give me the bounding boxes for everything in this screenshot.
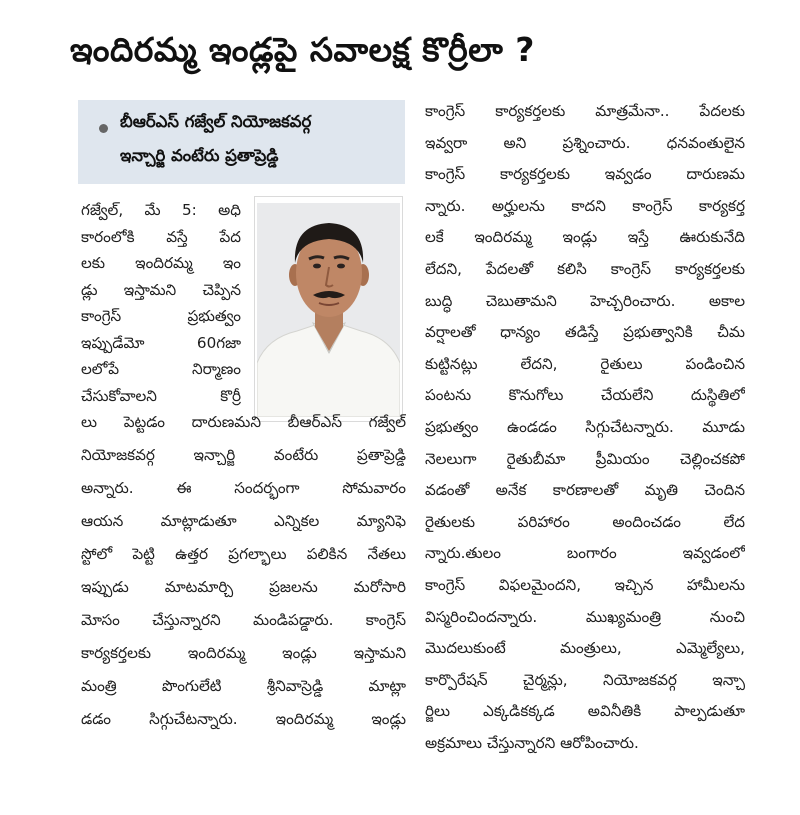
text-line: స్టోలో పెట్టి ఉత్తర ప్రగల్భాలు పలికిన నేతలు — [81, 545, 406, 563]
text-line: డడం సిగ్గుచేటన్నారు. ఇందిరమ్మ ఇండ్లు — [81, 710, 406, 728]
text-line: ప్రభుత్వం ఉండడం సిగ్గుచేటన్నారు. మూడు — [425, 418, 745, 436]
text-line: కాంగ్రెస్ కార్యకర్తలకు ఇవ్వడం దారుణమ — [425, 165, 745, 184]
text-line: నియోజకవర్గ ఇన్చార్జి వంటేరు ప్రతాప్రెడ్డి — [81, 446, 406, 464]
right-column — [425, 98, 745, 752]
text-line: పంటను కొనుగోలు చేయలేని దుస్థితిలో — [425, 386, 745, 405]
text-line: చేసుకోవాలని కొర్రీ — [81, 386, 241, 405]
bullet-icon — [99, 124, 108, 133]
left-column-narrow — [81, 197, 241, 411]
text-line: నెలలుగా రైతుబీమా ప్రీమియం చెల్లించకపో — [425, 449, 745, 468]
text-line: కారంలోకి వస్తే పేద — [81, 227, 241, 246]
text-line: కార్పొరేషన్ చైర్మన్లు, నియోజకవర్గ ఇన్చా — [425, 670, 745, 689]
text-line: న్నారు.తులం బంగారం ఇవ్వడంలో — [425, 544, 745, 563]
text-line: లేదని, పేదలతో కలిసి కాంగ్రెస్ కార్యకర్తలకు — [425, 260, 745, 278]
text-line: వర్షాలతో ధాన్యం తడిస్తే ప్రభుత్వానికి చీమ — [425, 323, 745, 342]
text-line: ర్జిలు ఎక్కడికక్కడ అవినీతికి పాల్పడుతూ — [425, 702, 745, 721]
portrait-photo — [257, 203, 400, 417]
text-line: ఇప్పుడు మాటమార్చి ప్రజలను మరోసారి — [81, 578, 406, 596]
text-line: మంత్రి పొంగులేటి శ్రీనివాస్రెడ్డి మాట్లా — [81, 677, 406, 695]
text-line: గజ్వేల్, మే 5: అధి — [81, 201, 241, 219]
text-line: కాంగ్రెస్ కార్యకర్తలకు మాత్రమేనా.. పేదలకు — [425, 102, 745, 120]
text-line: న్నారు. అర్హులను కాదని కాంగ్రెస్ కార్యకర్త — [425, 196, 745, 215]
text-line: ఇప్పుడేమో 60గజా — [81, 333, 241, 352]
text-line: విస్మరించిందన్నారు. ముఖ్యమంత్రి నుంచి — [425, 607, 745, 626]
text-line: ఇవ్వరా అని ప్రశ్నించారు. ధనవంతులైన — [425, 133, 745, 152]
text-line: లకు ఇందిరమ్మ ఇం — [81, 254, 241, 272]
text-line: మొదలుకుంటే మంత్రులు, ఎమ్మెల్యేలు, — [425, 639, 745, 658]
text-line: బుద్ధి చెబుతామని హెచ్చరించారు. అకాల — [425, 291, 745, 310]
subheadline-line-2: ఇన్చార్జి వంటేరు ప్రతాప్రెడ్డి — [120, 146, 279, 165]
text-line: కాంగ్రెస్ ప్రభుత్వం — [81, 307, 241, 325]
text-line: అన్నారు. ఈ సందర్భంగా సోమవారం — [81, 479, 406, 497]
text-line: కాంగ్రెస్ విఫలమైందని, ఇచ్చిన హామీలను — [425, 576, 745, 594]
left-column-wide — [81, 409, 406, 749]
text-line: కుట్టినట్లు లేదని, రైతులు పండించిన — [425, 354, 745, 373]
headline: ఇందిరమ్మ ఇండ్లపై సవాలక్ష కొర్రీలా ? — [70, 30, 535, 69]
text-line: లు పెట్టడం దారుణమని బీఆర్ఎస్ గజ్వేల్ — [81, 413, 406, 431]
text-line: లలోపే నిర్మాణం — [81, 360, 241, 378]
text-line: డ్లు ఇస్తామని చెప్పిన — [81, 280, 241, 299]
text-line: రైతులకు పరిహారం అందించడం లేద — [425, 512, 745, 531]
text-line: లకే ఇందిరమ్మ ఇండ్లు ఇస్తే ఊరుకునేది — [425, 228, 745, 247]
text-line: మోసం చేస్తున్నారని మండిపడ్డారు. కాంగ్రెస్ — [81, 611, 406, 629]
subheadline-line-1: బీఆర్ఎస్ గజ్వేల్ నియోజకవర్గ — [120, 112, 312, 131]
text-line: వడంతో అనేక కారణాలతో మృతి చెందిన — [425, 481, 745, 500]
text-line: అక్రమాలు చేస్తున్నారని ఆరోపించారు. — [425, 734, 639, 752]
text-line: ఆయన మాట్లాడుతూ ఎన్నికల మ్యానిఫె — [81, 512, 406, 530]
text-line: కార్యకర్తలకు ఇందిరమ్మ ఇండ్లు ఇస్తామని — [81, 644, 406, 662]
